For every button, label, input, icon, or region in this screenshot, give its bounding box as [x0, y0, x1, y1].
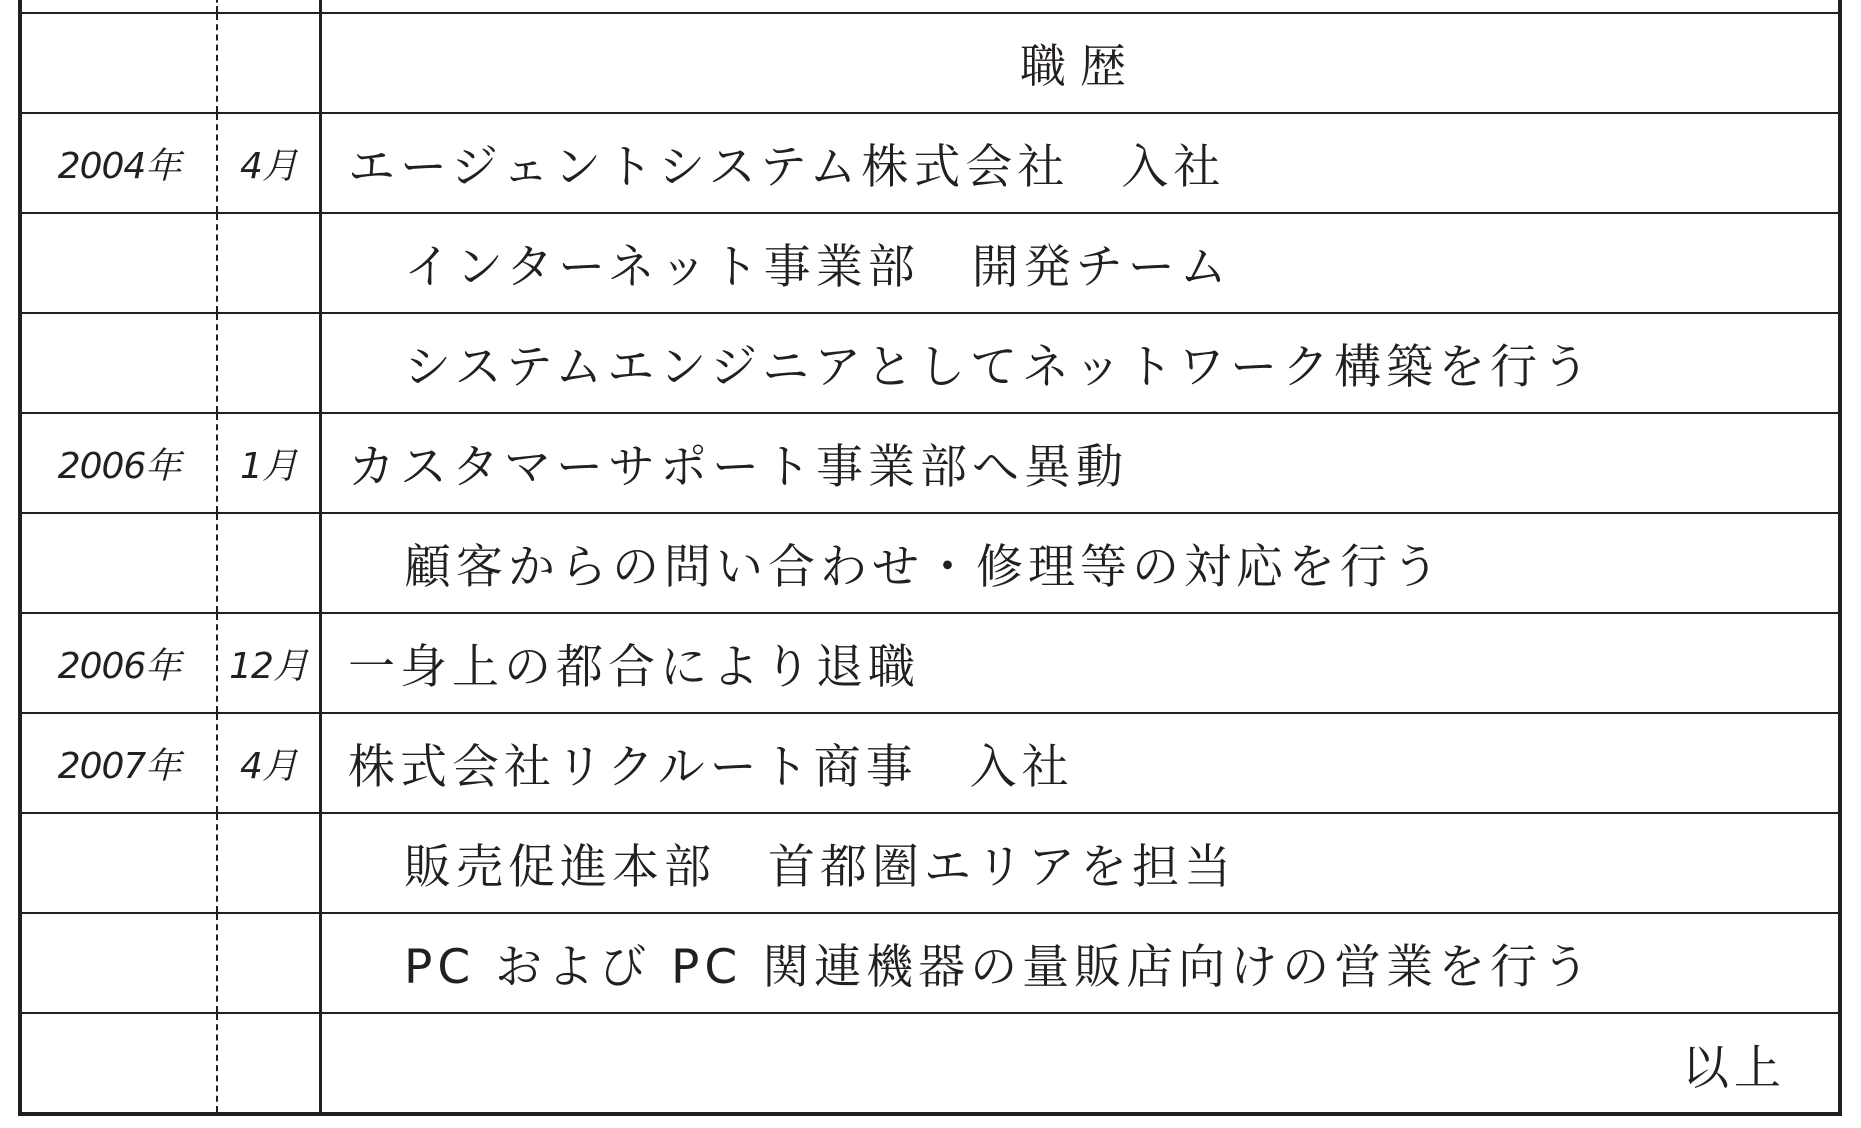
table-row [22, 814, 1838, 914]
content-cell [322, 0, 1838, 12]
table-row-top [22, 0, 1838, 14]
content-cell: システムエンジニアとしてネットワーク構築を行う [404, 339, 1595, 395]
table-row [22, 114, 1838, 214]
year-cell: 2004年 [22, 114, 218, 212]
closing-text: 以上 [1682, 1041, 1786, 1096]
month-cell [218, 14, 322, 112]
year-cell: 2006年 [22, 414, 218, 512]
year-cell: 2006年 [22, 614, 218, 712]
year-cell [22, 0, 218, 12]
month-cell: 1月 [218, 414, 322, 512]
table-row [22, 514, 1838, 614]
content-cell: PC および PC 関連機器の量販店向けの営業を行う [404, 939, 1595, 995]
year-cell [22, 1014, 218, 1112]
content-cell: 販売促進本部 首都圏エリアを担当 [404, 839, 1236, 895]
section-heading: 職歴 [1020, 39, 1140, 93]
month-cell: 12月 [218, 614, 322, 712]
month-cell: 4月 [218, 114, 322, 212]
year-cell [22, 914, 218, 1012]
table-row-heading [22, 14, 1838, 114]
table-row [22, 314, 1838, 414]
month-cell [218, 814, 322, 912]
content-cell: 顧客からの問い合わせ・修理等の対応を行う [404, 539, 1444, 595]
table-row [22, 214, 1838, 314]
month-cell [218, 514, 322, 612]
content-cell: 一身上の都合により退職 [348, 639, 920, 695]
content-cell: インターネット事業部 開発チーム [404, 239, 1232, 295]
content-cell: カスタマーサポート事業部へ異動 [348, 439, 1128, 495]
month-cell [218, 914, 322, 1012]
month-cell: 4月 [218, 714, 322, 812]
content-cell: 株式会社リクルート商事 入社 [348, 739, 1074, 795]
table-row [22, 714, 1838, 814]
year-cell [22, 514, 218, 612]
table-row [22, 414, 1838, 514]
work-history-table [18, 0, 1842, 1116]
year-cell [22, 814, 218, 912]
table-row [22, 614, 1838, 714]
content-cell: エージェントシステム株式会社 入社 [348, 139, 1226, 195]
table-row-closing [22, 1014, 1838, 1112]
table-row [22, 914, 1838, 1014]
year-cell [22, 314, 218, 412]
month-cell [218, 314, 322, 412]
month-cell [218, 214, 322, 312]
year-cell [22, 214, 218, 312]
month-cell [218, 0, 322, 12]
month-cell [218, 1014, 322, 1112]
year-cell [22, 14, 218, 112]
year-cell: 2007年 [22, 714, 218, 812]
